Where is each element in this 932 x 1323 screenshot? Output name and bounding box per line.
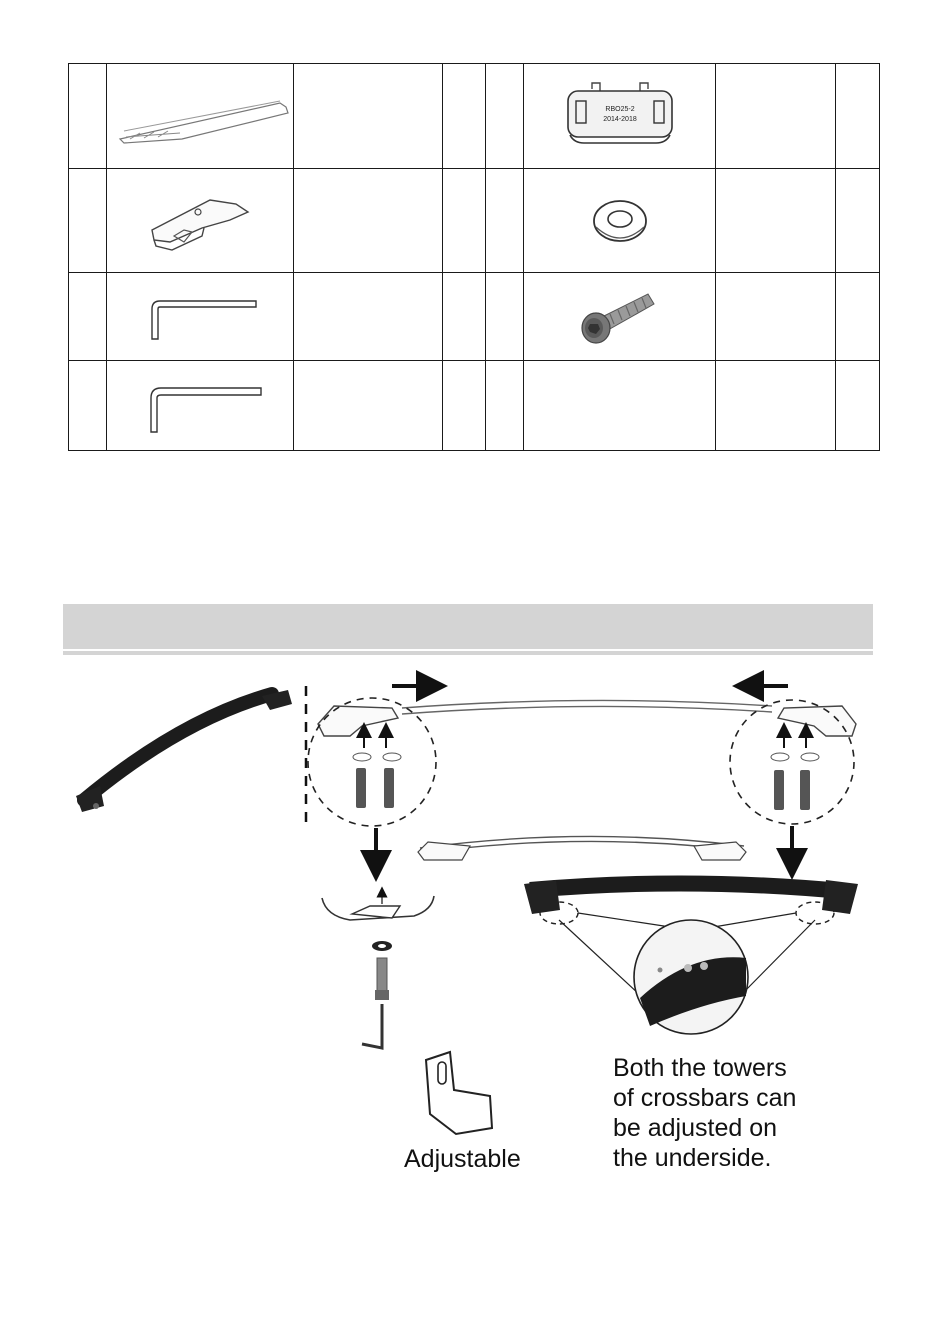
- note-line: of crossbars can: [613, 1084, 797, 1112]
- small-hex-key-icon: [130, 287, 270, 347]
- row-number-cell: [69, 273, 107, 361]
- row-number-cell: [486, 169, 524, 273]
- row-number-cell: [486, 64, 524, 169]
- part-image-cell: [524, 273, 716, 361]
- row-number-cell: [69, 169, 107, 273]
- parts-row: [69, 169, 880, 273]
- large-hex-key-icon: [125, 374, 275, 438]
- part-name-cell: [294, 169, 443, 273]
- crossbar-profile-icon: [110, 81, 290, 151]
- note-line: Both the towers: [613, 1054, 787, 1082]
- washer-icon: [580, 191, 660, 251]
- part-qty-cell: [443, 169, 486, 273]
- part-name-cell: [716, 64, 836, 169]
- parts-row: [69, 273, 880, 361]
- part-qty-cell: [836, 169, 880, 273]
- part-qty-cell: [443, 64, 486, 169]
- tower-underside-detail: [322, 892, 434, 1048]
- hex-bolt-icon: [570, 282, 670, 352]
- part-qty-cell: [443, 361, 486, 451]
- row-number-cell: [486, 361, 524, 451]
- adjustable-label: Adjustable: [404, 1145, 521, 1173]
- pad-label-years: 2014-2018: [602, 116, 637, 123]
- part-name-cell: [716, 273, 836, 361]
- part-name-cell: [294, 361, 443, 451]
- part-image-cell: [107, 64, 294, 169]
- part-qty-cell: [836, 64, 880, 169]
- note-line: be adjusted on: [613, 1114, 778, 1142]
- parts-row: [69, 361, 880, 451]
- part-qty-cell: [443, 273, 486, 361]
- part-image-cell: [524, 64, 716, 169]
- part-image-cell: [524, 169, 716, 273]
- part-image-cell: [107, 361, 294, 451]
- part-image-cell: [524, 361, 716, 451]
- part-image-cell: [107, 273, 294, 361]
- part-qty-cell: [836, 273, 880, 361]
- row-number-cell: [69, 64, 107, 169]
- parts-table: [68, 63, 880, 451]
- crossbar-exploded-illustration: [318, 700, 856, 736]
- tower-foot-icon: [140, 186, 260, 256]
- section-header-bar: [63, 604, 873, 649]
- towers-adjustment-note: [613, 1053, 843, 1173]
- part-name-cell: [294, 64, 443, 169]
- crossbar-assembled-illustration: [76, 690, 292, 812]
- pad-label-model: RBO25-2: [604, 106, 635, 113]
- crossbar-side-view: [418, 836, 746, 860]
- part-name-cell: [294, 273, 443, 361]
- adjustable-bracket-icon: [426, 1052, 492, 1134]
- row-number-cell: [69, 361, 107, 451]
- section-divider: [63, 651, 873, 655]
- part-qty-cell: [836, 361, 880, 451]
- rubber-pad-icon: [550, 81, 690, 151]
- part-name-cell: [716, 361, 836, 451]
- crossbar-underside-view: [524, 880, 858, 1034]
- part-name-cell: [716, 169, 836, 273]
- part-image-cell: [107, 169, 294, 273]
- note-line: the underside.: [613, 1144, 772, 1172]
- row-number-cell: [486, 273, 524, 361]
- parts-row: [69, 64, 880, 169]
